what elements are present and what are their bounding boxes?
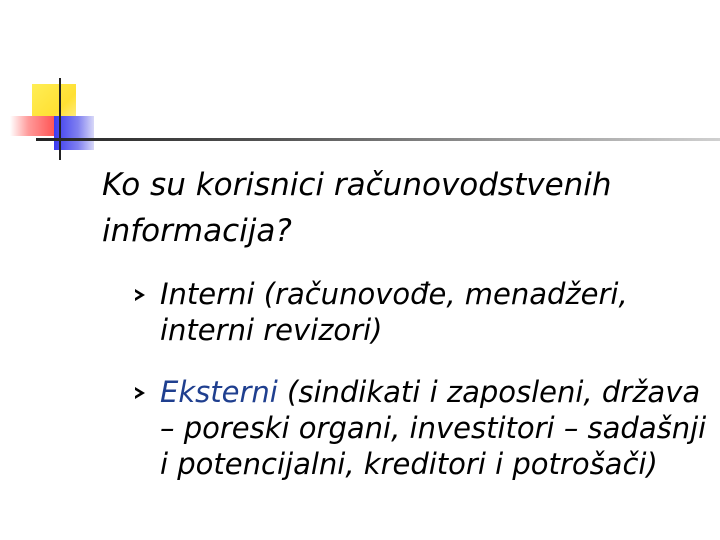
- bullet-list: [130, 276, 710, 482]
- title-divider-line: [36, 138, 720, 141]
- slide-heading: Ko su korisnici računovodstvenih informacija?: [102, 167, 612, 249]
- arrow-bullet-icon: [135, 387, 145, 399]
- bullet-lead-highlight: Eksterni: [160, 375, 278, 409]
- bullet-item-interni: [130, 276, 710, 348]
- arrow-bullet-icon: [135, 289, 145, 301]
- bullet-lead: Interni: [160, 277, 255, 311]
- bullet-text: (sindikati i zaposleni, država – poreski organi, investitori – sadašnji i potencijalni, kreditori i potrošači): [160, 375, 707, 481]
- ornament-red-bar: [10, 116, 56, 136]
- bullet-text: (računovođe, menadžeri, interni revizori): [160, 277, 628, 347]
- ornament-vertical-line: [59, 78, 61, 160]
- bullet-item-eksterni: [130, 374, 710, 482]
